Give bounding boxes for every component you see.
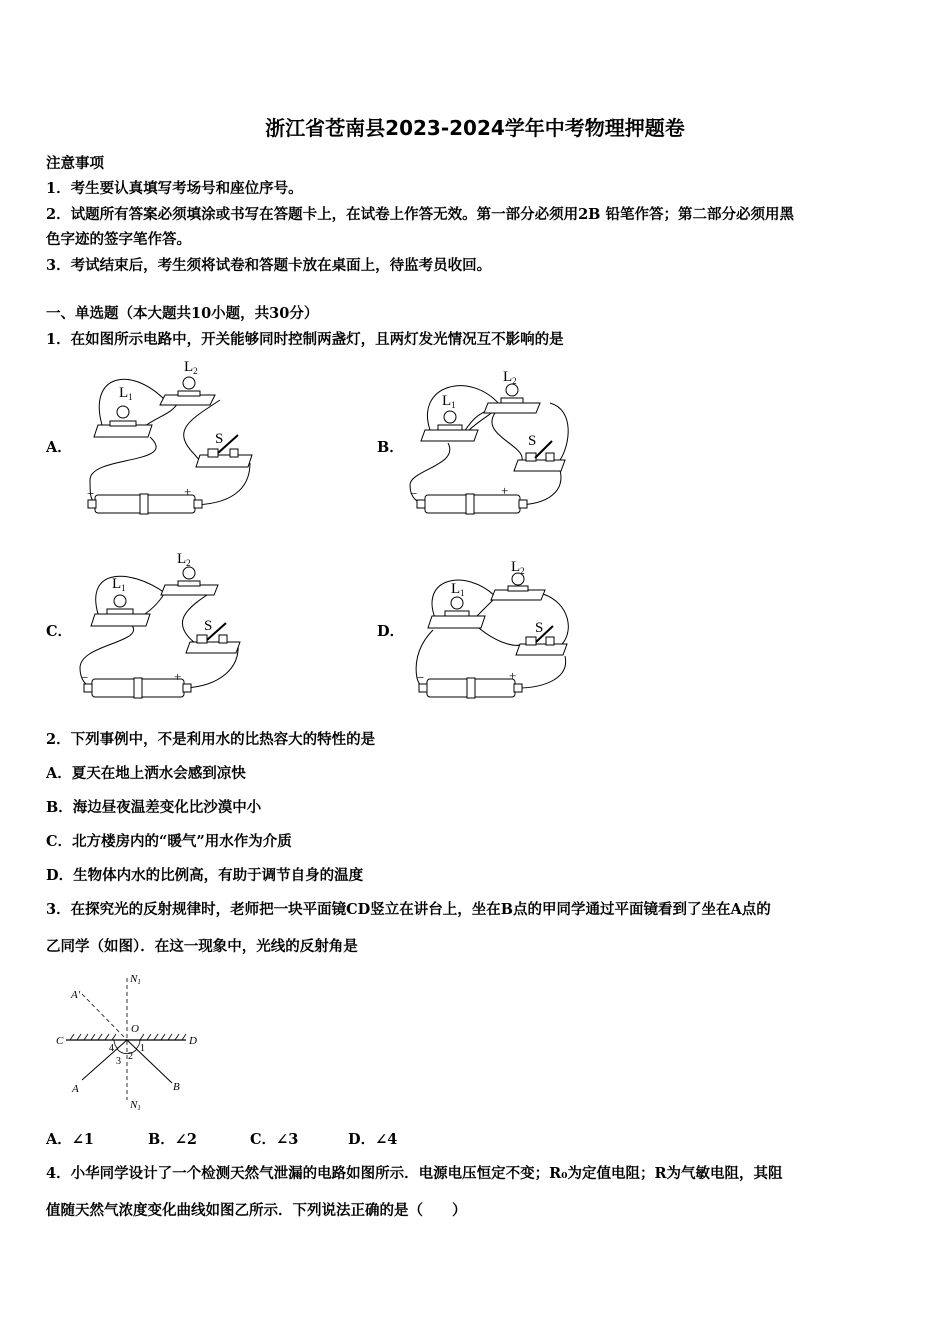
q1-option-a-label: A． — [46, 439, 72, 456]
notice-item-3: 3．考试结束后，考生须将试卷和答题卡放在桌面上，待监考员收回。 — [46, 257, 492, 274]
q4-stem-line2: 值随天然气浓度变化曲线如图乙所示．下列说法正确的是（ ） — [46, 1202, 467, 1219]
circuit-c-l2-label: $L_2$ — [177, 551, 191, 568]
circuit-c-minus: − — [81, 670, 89, 685]
circuit-c-l1-label: $L_1$ — [112, 576, 126, 593]
q3-option-c: C．∠3 — [250, 1131, 299, 1148]
notice-heading: 注意事项 — [46, 155, 104, 172]
section-heading: 一、单选题（本大题共10小题，共30分） — [46, 305, 319, 322]
circuit-b-l1-label: $L_1$ — [442, 393, 456, 410]
circuit-diagram-a — [70, 355, 260, 525]
reflection-point-a: A — [72, 1083, 79, 1095]
circuit-d-plus: + — [509, 668, 517, 683]
q3-stem-line1: 3．在探究光的反射规律时，老师把一块平面镜CD竖立在讲台上，坐在B点的甲同学通过平面镜看到了坐在A点的 — [46, 901, 771, 918]
circuit-d-l1-label: $L_1$ — [451, 581, 465, 598]
q2-option-c: C．北方楼房内的“暖气”用水作为介质 — [46, 833, 292, 850]
q4-stem-line1: 4．小华同学设计了一个检测天然气泄漏的电路如图所示．电源电压恒定不变；R₀为定值电阻；R为气敏电阻，其阻 — [46, 1165, 783, 1182]
circuit-c-switch-label: S — [204, 618, 213, 634]
q1-option-b-label: B． — [377, 439, 404, 456]
q1-option-d-label: D． — [377, 623, 405, 640]
circuit-c-plus: + — [174, 669, 182, 684]
reflection-n1-top: N1 — [130, 973, 141, 986]
circuit-diagram-d — [405, 558, 585, 708]
circuit-a-minus: − — [87, 486, 95, 501]
q2-stem: 2．下列事例中，不是利用水的比热容大的特性的是 — [46, 731, 376, 748]
q1-option-c-label: C． — [46, 623, 73, 640]
reflection-point-c: C — [56, 1035, 64, 1047]
circuit-d-l2-label: $L_2$ — [511, 559, 525, 576]
circuit-d-switch-label: S — [535, 620, 544, 636]
notice-item-2: 2．试题所有答案必须填涂或书写在答题卡上，在试卷上作答无效。第一部分必须用2B 铅笔作答；第二部分必须用黑 — [46, 206, 794, 223]
circuit-a-l2-label: $L_2$ — [184, 359, 198, 376]
reflection-point-o: O — [131, 1023, 139, 1035]
reflection-a-prime: A′ — [71, 989, 81, 1001]
q3-option-b: B．∠2 — [148, 1131, 197, 1148]
q2-option-d: D．生物体内水的比例高，有助于调节自身的温度 — [46, 867, 364, 884]
q3-option-d: D．∠4 — [348, 1131, 398, 1148]
circuit-a-plus: + — [184, 484, 192, 499]
reflection-angle-3: 3 — [116, 1056, 121, 1067]
circuit-d-minus: − — [417, 670, 425, 685]
reflection-angle-4: 4 — [109, 1043, 114, 1054]
q3-option-a: A．∠1 — [46, 1131, 94, 1148]
circuit-b-l2-label: $L_2$ — [503, 369, 517, 386]
circuit-diagram-c — [70, 548, 260, 708]
reflection-n1-bottom: N1 — [130, 1099, 141, 1112]
q2-option-b: B．海边昼夜温差变化比沙漠中小 — [46, 799, 262, 816]
page-title: 浙江省苍南县2023-2024学年中考物理押题卷 — [265, 116, 685, 140]
notice-item-1: 1．考生要认真填写考场号和座位序号。 — [46, 180, 303, 197]
reflection-point-d: D — [189, 1035, 197, 1047]
notice-item-2-cont: 色字迹的签字笔作答。 — [46, 231, 191, 248]
q2-option-a: A．夏天在地上洒水会感到凉快 — [46, 765, 246, 782]
reflection-diagram — [52, 968, 212, 1118]
reflection-point-b: B — [173, 1081, 180, 1093]
circuit-a-l1-label: $L_1$ — [119, 385, 133, 402]
circuit-b-switch-label: S — [528, 433, 537, 449]
q1-stem: 1．在如图所示电路中，开关能够同时控制两盏灯，且两灯发光情况互不影响的是 — [46, 331, 564, 348]
reflection-angle-2: 2 — [128, 1051, 133, 1062]
circuit-b-plus: + — [501, 483, 509, 498]
q3-stem-line2: 乙同学（如图）．在这一现象中，光线的反射角是 — [46, 938, 358, 955]
circuit-diagram-b — [400, 365, 590, 525]
reflection-angle-1: 1 — [140, 1043, 145, 1054]
circuit-b-minus: − — [410, 486, 418, 501]
circuit-a-switch-label: S — [215, 431, 224, 447]
